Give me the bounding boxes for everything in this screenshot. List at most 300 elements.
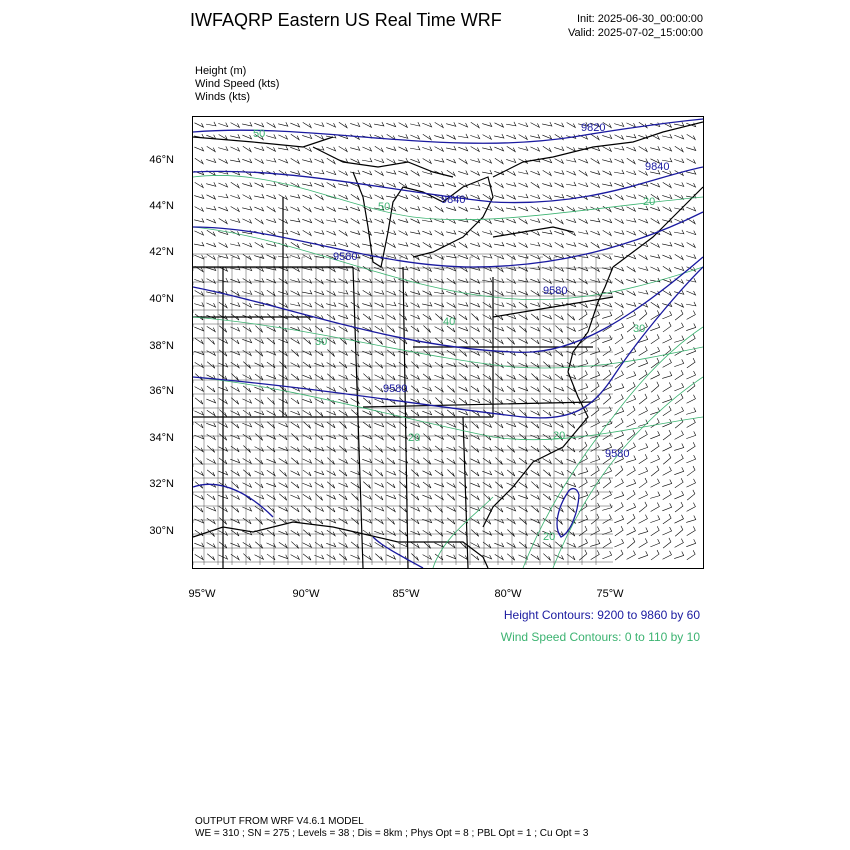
wind-barb xyxy=(339,351,348,356)
wind-barb xyxy=(350,363,359,367)
wind-barb xyxy=(446,183,455,187)
wind-barb xyxy=(638,266,648,270)
wind-barb xyxy=(291,350,298,357)
wind-barb xyxy=(531,338,539,344)
wind-barb xyxy=(542,315,551,319)
wind-barb xyxy=(375,434,383,439)
wind-barb xyxy=(243,170,252,175)
wind-barb xyxy=(339,435,348,440)
wind-barb xyxy=(363,446,371,452)
wind-barb xyxy=(267,422,275,428)
wind-barb xyxy=(327,530,335,536)
wind-barb xyxy=(626,479,635,486)
wind-barb xyxy=(279,507,288,511)
wind-barb xyxy=(674,444,684,451)
wind-barb xyxy=(339,494,347,500)
wind-barb xyxy=(494,242,504,246)
wind-barb xyxy=(423,398,431,404)
wind-barb xyxy=(291,471,300,476)
wind-contour-label: 20 xyxy=(408,432,421,444)
wind-barb xyxy=(231,482,238,489)
wind-barb xyxy=(423,542,430,549)
wind-barb xyxy=(495,387,504,392)
wind-barb xyxy=(579,550,587,560)
wind-barb xyxy=(662,311,671,319)
wind-barb xyxy=(350,230,360,234)
wind-barb xyxy=(195,554,203,559)
wind-barb xyxy=(422,207,431,211)
wind-barb xyxy=(291,482,299,488)
wind-barb xyxy=(687,526,696,535)
wind-barb xyxy=(254,471,263,475)
wind-barb xyxy=(591,382,599,392)
wind-barb xyxy=(507,375,516,379)
wind-barb xyxy=(675,254,683,259)
wind-barb xyxy=(687,490,695,500)
wind-barb xyxy=(206,507,215,511)
wind-barb xyxy=(495,446,503,451)
wind-barb xyxy=(495,554,503,559)
wind-barb xyxy=(410,315,419,319)
wind-barb xyxy=(687,395,696,404)
wind-barb xyxy=(674,359,683,366)
wind-barb xyxy=(387,374,395,380)
wind-barb xyxy=(207,351,216,356)
wind-barb xyxy=(675,454,684,463)
wind-barb xyxy=(446,122,456,126)
wind-barb xyxy=(518,170,528,174)
wind-barb xyxy=(615,334,623,344)
wind-barb xyxy=(554,147,564,151)
wind-barb xyxy=(531,470,539,475)
wind-barb xyxy=(675,303,684,307)
wind-barb xyxy=(675,502,683,512)
wind-barb xyxy=(459,158,467,163)
wind-barb xyxy=(614,159,623,163)
wind-barb xyxy=(686,347,695,355)
wind-barb xyxy=(471,171,480,176)
wind-barb xyxy=(434,182,444,186)
wind-barb xyxy=(194,543,203,547)
wind-barb xyxy=(578,183,587,187)
wind-barb xyxy=(662,335,671,343)
wind-barb xyxy=(231,374,238,381)
wind-barb xyxy=(686,207,695,211)
wind-barb xyxy=(422,302,432,306)
wind-barb xyxy=(387,531,396,536)
wind-barb xyxy=(339,230,347,235)
wind-barb xyxy=(291,506,299,512)
wind-barb xyxy=(579,478,588,487)
wind-barb xyxy=(207,146,215,151)
wind-barb xyxy=(686,302,696,306)
wind-barb xyxy=(674,230,684,234)
wind-barb xyxy=(651,218,660,223)
wind-barb xyxy=(338,219,347,223)
wind-barb xyxy=(482,291,491,295)
wind-barb xyxy=(435,530,443,536)
wind-barb xyxy=(470,206,480,210)
wind-barb xyxy=(435,147,444,152)
wind-barb xyxy=(302,375,311,379)
wind-barb xyxy=(243,483,252,488)
wind-barb xyxy=(279,542,287,548)
wind-barb xyxy=(650,431,659,439)
wind-barb xyxy=(651,442,659,452)
wind-barb xyxy=(375,195,384,200)
wind-barb xyxy=(338,483,347,487)
wind-barb xyxy=(207,518,215,523)
wind-barb xyxy=(470,303,479,307)
wind-barb xyxy=(363,123,372,128)
wind-barb xyxy=(531,207,540,212)
wind-barb xyxy=(266,134,276,138)
wind-barb xyxy=(351,494,358,501)
wind-barb xyxy=(291,555,300,560)
wind-barb xyxy=(411,386,419,392)
wind-barb xyxy=(470,195,479,199)
wind-barb xyxy=(447,386,454,393)
wind-barb xyxy=(207,338,214,345)
height-contour-label: 9840 xyxy=(441,194,466,206)
wind-barb xyxy=(554,278,564,282)
wind-barb xyxy=(470,158,480,162)
wind-barb xyxy=(627,406,635,416)
wind-barb xyxy=(602,312,612,319)
wind-barb xyxy=(602,504,612,511)
wind-barb xyxy=(375,171,384,176)
wind-barb xyxy=(687,358,695,368)
wind-barb xyxy=(338,507,347,511)
wind-barb xyxy=(650,146,660,150)
wind-barb xyxy=(398,158,408,162)
wind-barb xyxy=(255,159,264,164)
wind-barb xyxy=(459,387,468,391)
wind-barb xyxy=(291,291,300,296)
wind-barb xyxy=(447,470,454,477)
wind-barb xyxy=(471,386,479,392)
wind-barb xyxy=(446,447,455,451)
wind-barb xyxy=(627,430,635,440)
wind-barb xyxy=(554,123,563,127)
wind-barb xyxy=(626,279,636,283)
wind-barb xyxy=(651,302,659,307)
wind-barb xyxy=(650,183,659,187)
wind-barb xyxy=(602,195,611,199)
wind-barb xyxy=(626,123,635,127)
wind-barb xyxy=(638,443,647,450)
wind-barb xyxy=(495,471,504,476)
wind-barb xyxy=(435,122,444,127)
wind-barb xyxy=(314,447,323,451)
wind-barb xyxy=(315,434,323,440)
wind-barb xyxy=(615,418,623,428)
wind-barb xyxy=(542,267,551,271)
wind-barb xyxy=(230,218,240,222)
wind-barb xyxy=(399,231,408,236)
wind-barb xyxy=(218,183,227,187)
wind-barb xyxy=(255,482,263,488)
wind-barb xyxy=(651,310,660,319)
wind-barb xyxy=(350,291,359,295)
wind-barb xyxy=(663,207,672,212)
wind-barb xyxy=(471,351,480,356)
wind-barb xyxy=(435,506,442,513)
wind-barb xyxy=(675,539,684,548)
wind-barb xyxy=(662,147,671,151)
wind-barb xyxy=(242,243,251,247)
wind-barb xyxy=(567,422,575,428)
wind-barb xyxy=(555,458,563,464)
wind-barb xyxy=(626,218,636,222)
wind-barb xyxy=(482,170,492,174)
wind-barb xyxy=(518,123,527,127)
wind-barb xyxy=(411,219,420,223)
wind-barb xyxy=(411,458,420,463)
wind-barb xyxy=(542,423,551,427)
county-line xyxy=(193,562,613,565)
wind-barb xyxy=(267,123,276,128)
wind-barb xyxy=(399,123,408,128)
wind-barb xyxy=(530,327,539,331)
wind-barb xyxy=(363,506,371,512)
wind-barb xyxy=(686,323,696,330)
wind-barb xyxy=(206,303,215,307)
wind-barb xyxy=(567,206,575,211)
wind-barb xyxy=(290,302,300,306)
wind-barb xyxy=(375,326,383,331)
wind-barb xyxy=(266,195,275,199)
wind-barb xyxy=(194,194,204,198)
wind-barb xyxy=(363,470,372,475)
wind-barb xyxy=(470,483,479,487)
wind-barb xyxy=(627,551,636,560)
wind-barb xyxy=(651,334,659,344)
wind-barb xyxy=(266,242,276,246)
wind-barb xyxy=(638,219,647,223)
wind-barb xyxy=(338,290,348,294)
wind-barb xyxy=(591,406,599,416)
wind-barb xyxy=(626,371,635,378)
wind-barb xyxy=(339,386,347,392)
wind-barb xyxy=(651,526,659,535)
wind-barb xyxy=(554,194,564,198)
wind-contour-label: 20 xyxy=(543,531,556,543)
wind-barb xyxy=(626,147,635,151)
wind-barb xyxy=(267,506,274,513)
wind-barb xyxy=(387,267,396,272)
wind-barb xyxy=(675,146,683,151)
wind-barb xyxy=(243,470,251,477)
footer-settings: WE = 310 ; SN = 275 ; Levels = 38 ; Dis = 8km ; Phys Opt = 8 ; PBL Opt = 1 ; Cu Opt = 3 xyxy=(195,828,589,839)
wind-barb xyxy=(410,531,419,535)
wind-barb xyxy=(327,291,336,296)
wind-barb xyxy=(470,399,479,403)
wind-barb xyxy=(446,159,455,163)
wind-barb xyxy=(387,506,395,511)
wind-barb xyxy=(411,326,419,332)
wind-barb xyxy=(326,302,336,306)
wind-barb xyxy=(194,231,203,235)
wind-barb xyxy=(602,359,611,367)
wind-barb xyxy=(387,555,396,559)
wind-barb xyxy=(326,147,335,151)
wind-barb xyxy=(650,267,659,271)
wind-barb xyxy=(651,503,660,512)
wind-barb xyxy=(230,195,239,199)
wind-barb xyxy=(639,255,648,260)
wind-barb xyxy=(614,254,624,258)
wind-barb xyxy=(639,346,647,355)
wind-barb xyxy=(435,446,443,452)
wind-barb xyxy=(290,495,299,499)
wind-barb xyxy=(590,302,600,306)
wind-barb xyxy=(195,387,204,392)
wind-barb xyxy=(255,447,264,452)
wind-barb xyxy=(243,195,252,200)
wind-barb xyxy=(302,182,312,186)
wind-barb xyxy=(447,458,455,463)
wind-barb xyxy=(339,146,348,151)
wind-barb xyxy=(543,362,550,369)
wind-barb xyxy=(339,518,347,523)
wind-barb xyxy=(435,338,443,344)
wind-barb xyxy=(362,459,371,463)
wind-barb xyxy=(255,555,264,560)
wind-barb xyxy=(195,458,202,465)
wind-barb xyxy=(410,290,420,294)
wind-barb xyxy=(530,134,540,138)
wind-barb xyxy=(471,543,480,548)
wind-barb xyxy=(363,411,372,415)
wind-barb xyxy=(195,182,204,187)
wind-barb xyxy=(422,519,431,523)
wind-barb xyxy=(566,158,576,162)
wind-barb xyxy=(290,278,300,282)
wind-barb xyxy=(363,482,370,489)
wind-barb xyxy=(195,495,204,500)
wind-barb xyxy=(494,327,503,331)
wind-barb xyxy=(483,194,491,199)
wind-barb xyxy=(411,483,420,488)
wind-barb xyxy=(422,231,431,235)
wind-barb xyxy=(375,351,384,356)
footer-model: OUTPUT FROM WRF V4.6.1 MODEL xyxy=(195,816,364,827)
wind-barb xyxy=(687,503,696,512)
wind-barb xyxy=(266,158,276,162)
wind-barb xyxy=(291,422,299,427)
wind-barb xyxy=(254,207,263,211)
wind-barb xyxy=(675,526,683,536)
wind-barb xyxy=(350,170,360,174)
wind-barb xyxy=(362,171,371,175)
wind-contour-label: 40 xyxy=(443,316,456,328)
wind-barb xyxy=(327,506,335,512)
wind-barb xyxy=(338,195,347,199)
wind-barb xyxy=(242,423,251,427)
wind-barb xyxy=(459,446,468,451)
wind-barb xyxy=(327,446,335,451)
wind-barb xyxy=(543,446,550,453)
wind-barb xyxy=(398,195,407,199)
wind-barb xyxy=(434,483,443,487)
wind-barb xyxy=(362,302,372,306)
wind-barb xyxy=(398,134,408,138)
wind-barb xyxy=(651,395,660,404)
wind-barb xyxy=(579,442,587,452)
wind-barb xyxy=(255,434,262,441)
wind-barb xyxy=(615,526,623,536)
wind-barb xyxy=(614,323,623,331)
wind-barb xyxy=(206,399,215,403)
wind-barb xyxy=(255,339,264,344)
wind-barb xyxy=(542,159,551,163)
wind-barb xyxy=(243,434,251,439)
wind-barb xyxy=(662,134,672,138)
wind-barb xyxy=(590,278,600,282)
lon-label: 80°W xyxy=(494,588,522,600)
wind-barb xyxy=(291,374,299,380)
wind-barb xyxy=(207,279,216,284)
wind-barb xyxy=(495,207,504,212)
wind-barb xyxy=(398,242,408,246)
wind-barb xyxy=(410,122,420,126)
wind-barb xyxy=(446,206,456,210)
wind-barb xyxy=(254,387,263,391)
county-line xyxy=(193,478,613,481)
wind-barb xyxy=(614,267,623,271)
wind-barb xyxy=(411,494,419,500)
wind-barb xyxy=(291,542,298,549)
wind-barb xyxy=(495,338,503,344)
wind-barb xyxy=(626,134,636,138)
wind-barb xyxy=(675,515,684,523)
wind-barb xyxy=(543,483,552,488)
wind-barb xyxy=(375,146,383,151)
wind-barb xyxy=(374,219,383,223)
wind-barb xyxy=(663,538,671,548)
wind-barb xyxy=(434,303,443,307)
wind-barb xyxy=(410,183,420,187)
wind-barb xyxy=(291,458,299,465)
wind-barb xyxy=(458,411,467,415)
county-line xyxy=(193,548,613,551)
county-line xyxy=(498,257,501,565)
wind-barb xyxy=(638,528,648,535)
wind-barb xyxy=(374,290,384,294)
wind-barb xyxy=(615,550,623,560)
wind-barb xyxy=(291,530,299,535)
wind-barb xyxy=(578,291,588,295)
wind-barb xyxy=(554,254,564,258)
wind-barb xyxy=(447,303,456,308)
wind-barb xyxy=(662,242,672,246)
wind-barb xyxy=(375,279,384,284)
wind-barb xyxy=(459,398,467,404)
wind-barb xyxy=(207,326,215,331)
wind-barb xyxy=(530,242,540,246)
wind-barb xyxy=(302,483,311,487)
wind-barb xyxy=(255,326,262,333)
county-line xyxy=(274,257,277,565)
wind-barb xyxy=(614,515,623,523)
wind-barb xyxy=(374,159,383,163)
wind-barb xyxy=(506,423,515,427)
wind-barb xyxy=(327,422,335,428)
wind-barb xyxy=(675,431,684,440)
wind-barb xyxy=(482,230,492,234)
wind-barb xyxy=(278,135,287,139)
